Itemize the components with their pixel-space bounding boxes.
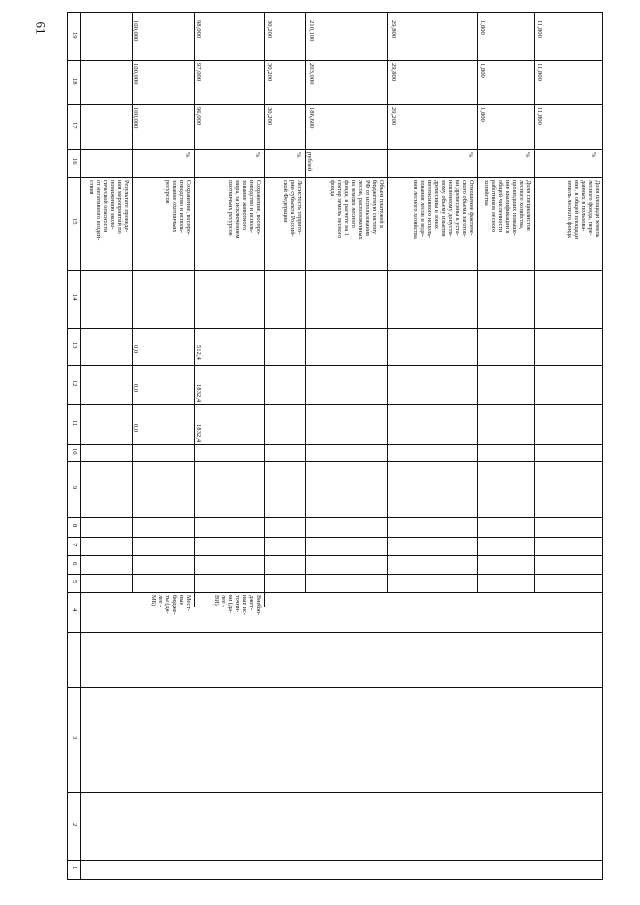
table-border-right	[602, 12, 603, 880]
column-separator	[67, 461, 603, 462]
column-header: 15	[71, 218, 78, 225]
value-cell: 210,100	[308, 20, 315, 42]
value-cell: 11,800	[536, 107, 543, 125]
row-separator	[477, 12, 478, 592]
page-number: 61	[33, 21, 49, 35]
row-separator	[305, 12, 306, 592]
unit-cell: %	[467, 152, 474, 158]
unit-cell: %	[295, 152, 302, 158]
row-separator	[534, 12, 535, 592]
value-cell: 29,200	[390, 107, 397, 126]
finance-value: 1832,4	[195, 424, 202, 443]
column-header: 11	[71, 420, 78, 427]
indicator-name: Объем платежей в бюджетную систему РФ от использования лесов, расположенных на землях лесного фонда, в расчете на 1 гектар земель лесного фонда	[329, 180, 385, 240]
data-table	[67, 12, 603, 880]
value-cell: 186,600	[308, 107, 315, 129]
finance-value: 0,0	[132, 345, 139, 354]
column-separator	[67, 592, 603, 593]
column-header: 1	[71, 866, 78, 870]
value-cell: 11,800	[536, 63, 543, 81]
value-cell: 100,000	[132, 107, 139, 129]
unit-cell: %	[524, 152, 531, 158]
unit-cell: %	[254, 152, 261, 158]
column-header: 9	[71, 486, 78, 490]
column-header: 8	[71, 524, 78, 528]
column-separator	[67, 860, 603, 861]
value-cell: 203,000	[308, 63, 315, 85]
column-separator	[67, 104, 603, 105]
column-separator	[67, 365, 603, 366]
column-header: 13	[71, 342, 78, 349]
column-header: 10	[71, 448, 78, 455]
indicator-name: Сохранение, воспро- изводство и исполь- зование животного мира, за исключением охотничьих ресурсов	[227, 180, 262, 239]
finance-value: 0,0	[132, 424, 139, 433]
indicator-name: Отношение фактиче- ского объема заготов- ки древесины к уста- новленному допусти- мому объему изъятия древесины в зонах интенсивного исполь- зования лесов и веде- ния лесного хозяйства	[412, 180, 475, 239]
column-separator	[67, 328, 603, 329]
unit-cell: %	[590, 152, 597, 158]
value-cell: 1,800	[479, 63, 486, 78]
column-separator	[67, 537, 603, 538]
funding-source: Внебю- джет- ные ис- точни- ки (да- лее - ВИ)	[213, 595, 262, 616]
column-header: 2	[71, 823, 78, 827]
header-separator	[80, 12, 81, 880]
indicator-name: Доля площади земель лесного фонда, пере- данных в пользова- ние, в общей площади земель лесного фонда	[566, 180, 601, 240]
column-separator	[67, 444, 603, 445]
value-cell: 30,200	[266, 20, 273, 39]
value-cell: 100,000	[132, 20, 139, 42]
table-border-left	[67, 12, 68, 880]
column-header: 6	[71, 562, 78, 566]
column-header: 18	[71, 78, 78, 85]
value-cell: 96,000	[195, 107, 202, 126]
unit-cell: %	[184, 152, 191, 158]
indicator-name: Лесистость террито- рии субъекта Россий- ской Федерации	[282, 180, 303, 237]
column-separator	[67, 149, 603, 150]
column-header: 12	[71, 380, 78, 387]
value-cell: 1,800	[479, 20, 486, 35]
column-header: 16	[71, 158, 78, 165]
column-separator	[67, 574, 603, 575]
row-separator	[132, 12, 133, 592]
funding-source: Мест- ные бюдже- ты (да- лее - МБ)	[150, 595, 192, 615]
column-separator	[67, 60, 603, 61]
column-header: 14	[71, 294, 78, 301]
column-separator	[67, 177, 603, 178]
unit-cell: рублей	[306, 152, 313, 172]
column-header: 4	[71, 608, 78, 612]
indicator-name: Сохранение, воспро- изводство и исполь- зование охотничьих ресурсов	[164, 180, 192, 235]
column-header: 17	[71, 122, 78, 129]
finance-value: 0,0	[132, 384, 139, 393]
column-header: 7	[71, 543, 78, 547]
indicator-name: Результате проведе- ния мероприятий по понижению эколо- гической опасности от негативного воздей- ствия	[88, 180, 130, 241]
column-separator	[67, 632, 603, 633]
finance-value: 512,4	[195, 345, 202, 360]
column-separator	[67, 687, 603, 688]
column-header: 3	[71, 736, 78, 740]
column-separator	[67, 404, 603, 405]
table-border-bottom	[67, 879, 603, 880]
column-header: 19	[71, 32, 78, 39]
value-cell: 29,800	[390, 63, 397, 82]
table-border-top	[67, 12, 603, 13]
finance-value: 1832,4	[195, 384, 202, 403]
value-cell: 30,200	[266, 107, 273, 126]
column-separator	[67, 270, 603, 271]
indicator-name: Доля специалистов лесного хозяйства, прошедших повыше- ние квалификации в общей численности работников лесного хозяйства	[483, 180, 532, 236]
value-cell: 100,000	[132, 63, 139, 85]
value-cell: 29,800	[390, 20, 397, 39]
value-cell: 30,200	[266, 63, 273, 82]
value-cell: 98,000	[195, 20, 202, 39]
row-separator	[387, 12, 388, 592]
value-cell: 97,000	[195, 63, 202, 82]
value-cell: 1,800	[479, 107, 486, 122]
column-header: 5	[71, 580, 78, 584]
column-separator	[67, 517, 603, 518]
column-separator	[67, 792, 603, 793]
column-separator	[67, 555, 603, 556]
value-cell: 11,800	[536, 20, 543, 38]
